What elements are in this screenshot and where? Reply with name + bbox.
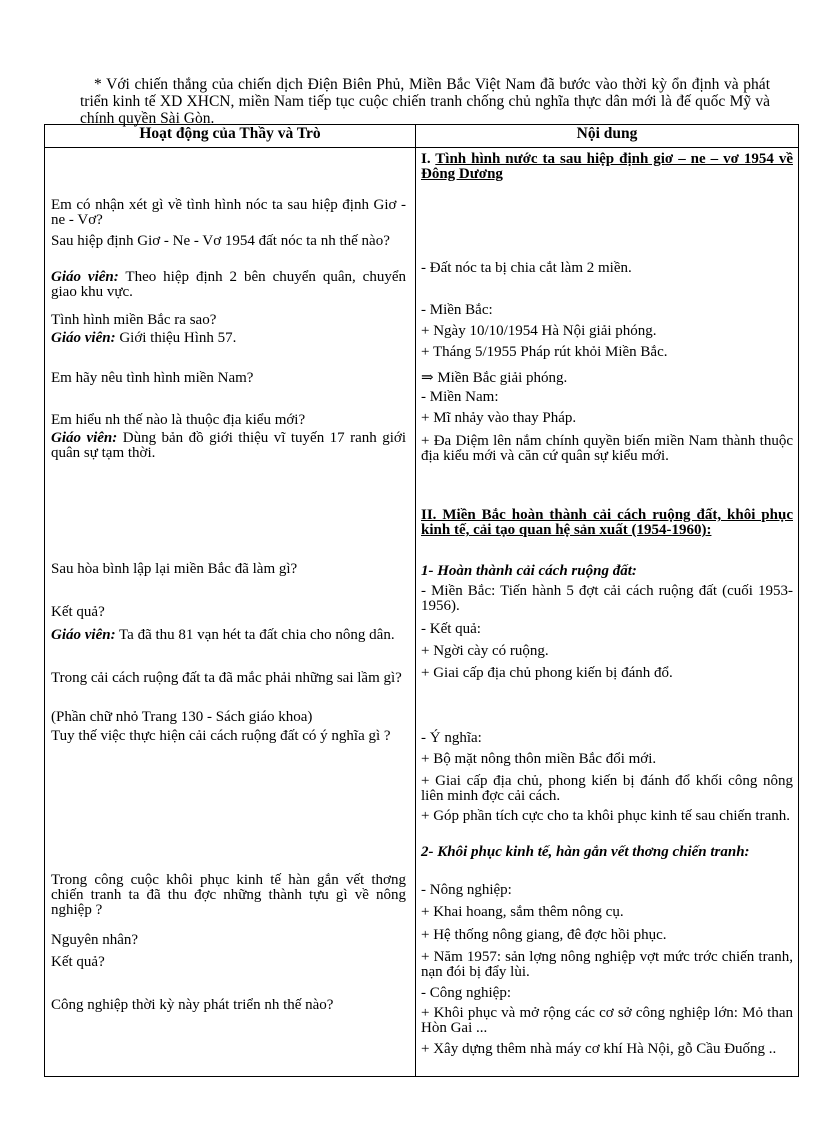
content-rural-renewed: + Bộ mặt nông thôn miền Bắc đổi mới. [421, 751, 657, 767]
teacher-note-3 [51, 431, 406, 461]
question-result-2: Kết quả? [51, 954, 105, 970]
question-cause: Nguyên nhân? [51, 932, 139, 948]
content-land-reclamation: + Khai hoang, sắm thêm nông cụ. [421, 904, 624, 920]
table-body-row [45, 148, 799, 1077]
note-small-text-reference: (Phần chữ nhỏ Trang 130 - Sách giáo khoa) [51, 709, 313, 725]
header-activities: Hoạt động của Thầy và Trò [45, 125, 416, 148]
teacher-note-3-text: Dùng bản đồ giới thiệu vĩ tuyến 17 ranh giới quân sự tạm thời. [51, 430, 406, 461]
lesson-table [44, 124, 799, 1077]
teacher-label: Giáo viên: [51, 627, 116, 643]
content-output-1957: + Năm 1957: sản lợng nông nghiệp vợt mức trớc chiến tranh, nạn đói bị đẩy lùi. [421, 949, 793, 980]
content-north-liberated-text: Miền Bắc giải phóng. [433, 370, 568, 386]
question-country-after-geneva: Sau hiệp định Giơ - Ne - Vơ 1954 đất nóc ta nh thế nào? [51, 233, 390, 249]
content-hanoi-liberated: + Ngày 10/10/1954 Hà Nội giải phóng. [421, 323, 657, 339]
content-industry-expand: + Khôi phục và mở rộng các cơ sở công nghiệp lớn: Mỏ than Hòn Gai ... [421, 1005, 793, 1036]
implies-arrow-icon: ⇒ [421, 370, 434, 386]
question-north-after-peace: Sau hòa bình lập lại miền Bắc đã làm gì? [51, 561, 298, 577]
content-new-factories: + Xây dựng thêm nhà máy cơ khí Hà Nội, gỗ Cầu Đuống .. [421, 1041, 777, 1057]
activities-cell [45, 148, 416, 1077]
teacher-label: Giáo viên: [51, 430, 118, 446]
content-industry-label: - Công nghiệp: [421, 985, 511, 1001]
content-agriculture-label: - Nông nghiệp: [421, 882, 512, 898]
teacher-note-4 [51, 628, 406, 643]
teacher-label: Giáo viên: [51, 269, 119, 285]
teacher-note-1-text: Theo hiệp định 2 bên chuyển quân, chuyển giao khu vực. [51, 269, 406, 300]
content-result-label: - Kết quả: [421, 621, 481, 637]
question-south-situation: Em hãy nêu tình hình miền Nam? [51, 370, 254, 386]
content-contribute-recovery: + Góp phần tích cực cho ta khôi phục kinh tế sau chiến tranh. [421, 808, 790, 824]
question-industry: Công nghiệp thời kỳ này phát triển nh thế nào? [51, 997, 334, 1013]
question-result: Kết quả? [51, 604, 105, 620]
content-country-divided: - Đất nóc ta bị chia cắt làm 2 miền. [421, 260, 632, 276]
question-north-situation: Tình hình miền Bắc ra sao? [51, 312, 217, 328]
content-tillers-own-land: + Ngời cày có ruộng. [421, 643, 549, 659]
subsection-2-1-heading: 1- Hoàn thành cải cách ruộng đất: [421, 563, 637, 579]
content-us-replaces-france: + Mĩ nhảy vào thay Pháp. [421, 410, 577, 426]
content-france-withdraws: + Tháng 5/1955 Pháp rút khỏi Miền Bắc. [421, 344, 668, 360]
subsection-2-2-heading: 2- Khôi phục kinh tế, hàn gắn vết thơng chiến tranh: [421, 844, 750, 860]
content-north-liberated [421, 371, 793, 386]
content-north-label: - Miền Bắc: [421, 302, 493, 318]
content-cell [416, 148, 799, 1077]
section-2-heading: II. Miền Bắc hoàn thành cải cách ruộng đất, khôi phục kinh tế, cải tạo quan hệ sản xuất (1954-1960): [421, 507, 793, 538]
question-land-reform-meaning: Tuy thế việc thực hiện cải cách ruộng đất có ý nghĩa gì ? [51, 728, 391, 744]
question-land-reform-mistakes: Trong cải cách ruộng đất ta đã mắc phải những sai lầm gì? [51, 670, 402, 686]
content-landlord-overthrown: + Giai cấp địa chủ phong kiến bị đánh đổ. [421, 665, 673, 681]
table-header-row [45, 125, 799, 148]
content-five-reform-rounds: - Miền Bắc: Tiến hành 5 đợt cải cách ruộng đất (cuối 1953-1956). [421, 583, 793, 614]
question-new-colony: Em hiểu nh thế nào là thuộc địa kiểu mới? [51, 412, 306, 428]
question-situation-after-geneva: Em có nhận xét gì về tình hình nóc ta sau hiệp định Giơ - ne - Vơ? [51, 197, 406, 228]
question-agriculture-achievements: Trong công cuộc khôi phục kinh tế hàn gắn vết thơng chiến tranh ta đã thu đợc những thành tựu gì về nông nghiệp ? [51, 872, 406, 918]
content-south-label: - Miền Nam: [421, 389, 499, 405]
teacher-note-4-text: Ta đã thu 81 vạn hét ta đất chia cho nông dân. [115, 627, 395, 643]
content-irrigation-restored: + Hệ thống nông giang, đê đợc hồi phục. [421, 927, 667, 943]
section-1-number: I. [421, 151, 436, 167]
teacher-note-1 [51, 270, 406, 300]
teacher-label: Giáo viên: [51, 330, 116, 346]
header-content: Nội dung [416, 125, 799, 148]
content-meaning-label: - Ý nghĩa: [421, 730, 482, 746]
content-diem-takes-power: + Đa Diệm lên nắm chính quyền biến miền Nam thành thuộc địa kiểu mới và căn cứ quân sự kiểu mới. [421, 433, 793, 464]
teacher-note-2 [51, 331, 406, 346]
section-1-heading [421, 152, 793, 182]
section-1-title: Tình hình nước ta sau hiệp định giơ – ne – vơ 1954 về Đông Dương [421, 151, 793, 182]
content-alliance-reformed: + Giai cấp địa chủ, phong kiến bị đánh đổ khối công nông liên minh đợc cải cách. [421, 773, 793, 804]
intro-paragraph: * Với chiến thắng của chiến dịch Điện Biên Phủ, Miền Bắc Việt Nam đã bước vào thời kỳ ổn định và phát triển kinh tế XD XHCN, miền Nam tiếp tục cuộc chiến tranh chống chủ nghĩa thực dân mới là đế quốc Mỹ và chính quyền Sài Gòn. [80, 75, 770, 127]
teacher-note-2-text: Giới thiệu Hình 57. [115, 330, 237, 346]
